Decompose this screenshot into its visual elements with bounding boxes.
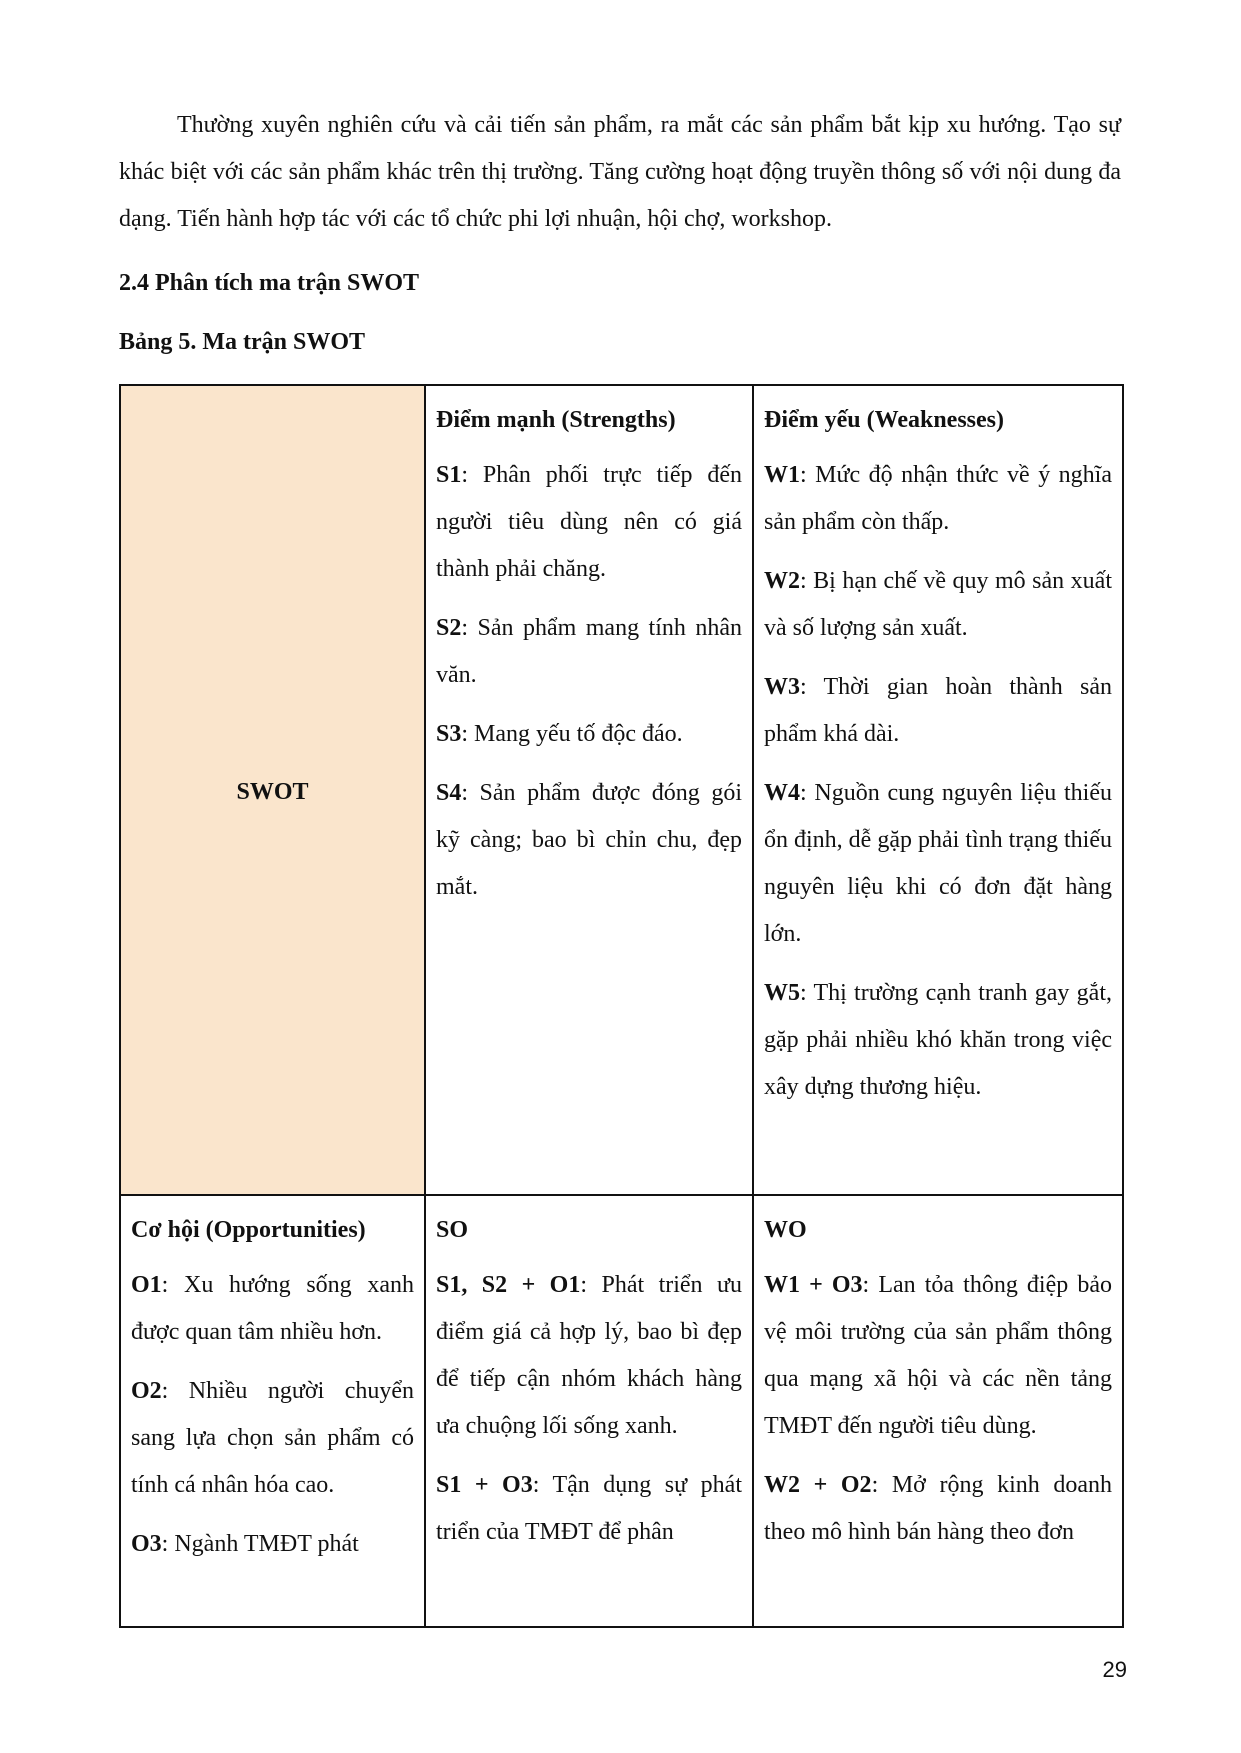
weakness-item: W2: Bị hạn chế về quy mô sản xuất và số lượng sản xuất. bbox=[764, 568, 1112, 641]
opportunities-cell bbox=[120, 1195, 425, 1627]
strength-item: S3: Mang yếu tố độc đáo. bbox=[436, 721, 683, 747]
so-title: SO bbox=[436, 1217, 469, 1243]
so-item: S1 + O3: Tận dụng sự phát triển của TMĐT để phân bbox=[436, 1472, 742, 1545]
weakness-item: W5: Thị trường cạnh tranh gay gắt, gặp phải nhiều khó khăn trong việc xây dựng thương hiệu. bbox=[764, 980, 1112, 1100]
strengths-title: Điểm mạnh (Strengths) bbox=[436, 407, 676, 433]
swot-header-row bbox=[120, 385, 1123, 1195]
opportunity-item: O1: Xu hướng sống xanh được quan tâm nhiều hơn. bbox=[131, 1272, 414, 1345]
swot-corner-cell bbox=[120, 385, 425, 1195]
so-item: S1, S2 + O1: Phát triển ưu điểm giá cả hợp lý, bao bì đẹp để tiếp cận nhóm khách hàng ưa chuộng lối sống xanh. bbox=[436, 1272, 742, 1439]
opportunities-title: Cơ hội (Opportunities) bbox=[131, 1217, 366, 1243]
swot-corner-label: SWOT bbox=[236, 778, 309, 805]
opportunity-item: O3: Ngành TMĐT phát bbox=[131, 1531, 359, 1557]
swot-opportunities-row bbox=[120, 1195, 1123, 1627]
wo-cell bbox=[753, 1195, 1123, 1627]
weakness-item: W4: Nguồn cung nguyên liệu thiếu ổn định, dễ gặp phải tình trạng thiếu nguyên liệu khi có đơn đặt hàng lớn. bbox=[764, 780, 1112, 947]
strength-item: S2: Sản phẩm mang tính nhân văn. bbox=[436, 615, 742, 688]
weaknesses-cell bbox=[753, 385, 1123, 1195]
swot-table bbox=[119, 384, 1124, 1628]
strength-item: S1: Phân phối trực tiếp đến người tiêu dùng nên có giá thành phải chăng. bbox=[436, 462, 742, 582]
wo-item: W1 + O3: Lan tỏa thông điệp bảo vệ môi trường của sản phẩm thông qua mạng xã hội và các nền tảng TMĐT đến người tiêu dùng. bbox=[764, 1272, 1112, 1439]
intro-paragraph-text: Thường xuyên nghiên cứu và cải tiến sản phẩm, ra mắt các sản phẩm bắt kịp xu hướng. Tạo sự khác biệt với các sản phẩm khác trên thị trường. Tăng cường hoạt động truyền thông số với nội dung đa dạng. Tiến hành hợp tác với các tổ chức phi lợi nhuận, hội chợ, workshop. bbox=[119, 112, 1121, 232]
wo-item: W2 + O2: Mở rộng kinh doanh theo mô hình bán hàng theo đơn bbox=[764, 1472, 1113, 1545]
table-caption: Bảng 5. Ma trận SWOT bbox=[119, 329, 366, 355]
strength-item: S4: Sản phẩm được đóng gói kỹ càng; bao bì chỉn chu, đẹp mắt. bbox=[436, 780, 742, 900]
weakness-item: W3: Thời gian hoàn thành sản phẩm khá dài. bbox=[764, 674, 1112, 747]
weaknesses-title: Điểm yếu (Weaknesses) bbox=[764, 407, 1004, 433]
so-cell bbox=[425, 1195, 753, 1627]
weakness-item: W1: Mức độ nhận thức về ý nghĩa sản phẩm còn thấp. bbox=[764, 462, 1112, 535]
page-number: 29 bbox=[1102, 1657, 1127, 1682]
intro-paragraph bbox=[119, 102, 1121, 243]
opportunity-item: O2: Nhiều người chuyển sang lựa chọn sản phẩm có tính cá nhân hóa cao. bbox=[131, 1378, 414, 1498]
section-heading: 2.4 Phân tích ma trận SWOT bbox=[119, 270, 420, 296]
strengths-cell bbox=[425, 385, 753, 1195]
wo-title: WO bbox=[764, 1217, 807, 1243]
